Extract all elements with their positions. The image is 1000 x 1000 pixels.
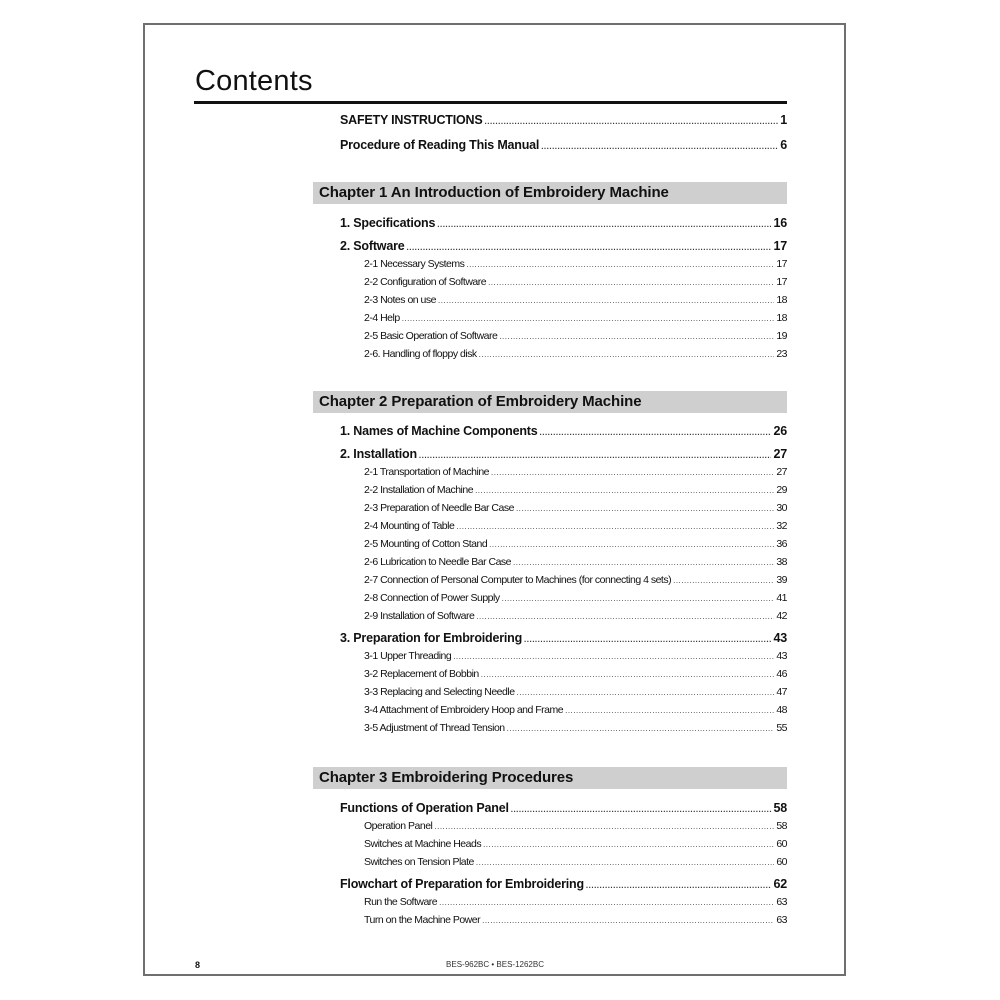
- toc-entry[interactable]: [364, 574, 787, 586]
- toc-entry[interactable]: [340, 447, 787, 461]
- toc-entry-label: Functions of Operation Panel: [340, 801, 509, 815]
- toc-entry-label: 1. Specifications: [340, 216, 436, 230]
- leader-dots: [541, 142, 778, 151]
- toc-entry-page: 63: [776, 914, 787, 926]
- toc-entry-label: Operation Panel: [364, 820, 433, 832]
- document-page: [143, 23, 846, 976]
- toc-entry[interactable]: [364, 650, 787, 662]
- toc-entry-label: 2-2 Configuration of Software: [364, 276, 487, 288]
- leader-dots: [586, 881, 772, 890]
- leader-dots: [434, 822, 774, 831]
- toc-entry-page: 18: [776, 312, 787, 324]
- toc-entry-page: 27: [773, 447, 787, 461]
- toc-entry-page: 6: [780, 138, 787, 152]
- footer-model-name: BES-962BC • BES-1262BC: [446, 960, 544, 969]
- toc-entry-page: 60: [776, 856, 787, 868]
- leader-dots: [466, 260, 774, 269]
- toc-entry-label: 3-5 Adjustment of Thread Tension: [364, 722, 505, 734]
- leader-dots: [482, 916, 774, 925]
- toc-entry[interactable]: [364, 484, 787, 496]
- toc-entry-page: 30: [776, 502, 787, 514]
- toc-entry[interactable]: [364, 686, 787, 698]
- toc-entry-page: 48: [776, 704, 787, 716]
- leader-dots: [402, 314, 775, 323]
- toc-entry-label: 2-6 Lubrication to Needle Bar Case: [364, 556, 512, 568]
- toc-entry-page: 46: [776, 668, 787, 680]
- leader-dots: [511, 805, 772, 814]
- toc-entry-label: SAFETY INSTRUCTIONS: [340, 113, 483, 127]
- toc-entry-page: 39: [776, 574, 787, 586]
- leader-dots: [481, 670, 775, 679]
- leader-dots: [419, 451, 772, 460]
- leader-dots: [507, 724, 775, 733]
- page-title: Contents: [195, 65, 313, 97]
- leader-dots: [673, 576, 774, 585]
- leader-dots: [438, 296, 774, 305]
- toc-entry[interactable]: [364, 312, 787, 324]
- toc-entry-page: 58: [773, 801, 787, 815]
- toc-entry[interactable]: [340, 877, 787, 891]
- leader-dots: [479, 350, 775, 359]
- toc-entry-page: 27: [776, 466, 787, 478]
- toc-entry-page: 26: [773, 424, 787, 438]
- toc-entry-label: 2-1 Necessary Systems: [364, 258, 465, 270]
- title-rule: [194, 101, 787, 104]
- toc-entry[interactable]: [364, 820, 787, 832]
- toc-entry-page: 43: [773, 631, 787, 645]
- toc-entry-label: 2-8 Connection of Power Supply: [364, 592, 500, 604]
- toc-entry-label: 3-1 Upper Threading: [364, 650, 452, 662]
- toc-entry-label: 2. Installation: [340, 447, 417, 461]
- toc-entry-label: 2-4 Help: [364, 312, 400, 324]
- leader-dots: [516, 504, 774, 513]
- toc-entry-label: Switches on Tension Plate: [364, 856, 474, 868]
- toc-entry[interactable]: [364, 592, 787, 604]
- toc-entry[interactable]: [364, 914, 787, 926]
- toc-entry-label: 2-3 Notes on use: [364, 294, 436, 306]
- toc-entry[interactable]: [364, 502, 787, 514]
- toc-entry-page: 36: [776, 538, 787, 550]
- chapter-3-heading[interactable]: Chapter 3 Embroidering Procedures: [313, 767, 787, 789]
- leader-dots: [489, 540, 774, 549]
- toc-entry-page: 47: [776, 686, 787, 698]
- toc-entry-label: 2-1 Transportation of Machine: [364, 466, 489, 478]
- toc-entry-page: 38: [776, 556, 787, 568]
- footer-page-number: 8: [195, 960, 201, 970]
- toc-entry[interactable]: [364, 704, 787, 716]
- leader-dots: [488, 278, 774, 287]
- toc-entry-label: 2-9 Installation of Software: [364, 610, 475, 622]
- toc-entry-page: 63: [776, 896, 787, 908]
- toc-entry-label: 3-4 Attachment of Embroidery Hoop and Frame: [364, 704, 564, 716]
- toc-entry-label: 3. Preparation for Embroidering: [340, 631, 523, 645]
- toc-entry-label: Turn on the Machine Power: [364, 914, 481, 926]
- toc-entry-page: 17: [776, 276, 787, 288]
- toc-entry-page: 17: [773, 239, 787, 253]
- leader-dots: [475, 486, 774, 495]
- leader-dots: [499, 332, 774, 341]
- toc-entry-page: 60: [776, 838, 787, 850]
- toc-entry-page: 29: [776, 484, 787, 496]
- toc-entry[interactable]: [364, 276, 787, 288]
- leader-dots: [456, 522, 774, 531]
- toc-entry[interactable]: [364, 330, 787, 342]
- toc-entry[interactable]: [364, 466, 787, 478]
- toc-entry-label: 2-3 Preparation of Needle Bar Case: [364, 502, 514, 514]
- chapter-1-heading[interactable]: Chapter 1 An Introduction of Embroidery Machine: [313, 182, 787, 204]
- leader-dots: [565, 706, 774, 715]
- toc-entry[interactable]: [364, 556, 787, 568]
- leader-dots: [540, 428, 772, 437]
- toc-entry[interactable]: [340, 239, 787, 253]
- leader-dots: [437, 220, 771, 229]
- toc-entry-page: 42: [776, 610, 787, 622]
- toc-entry-label: 2-2 Installation of Machine: [364, 484, 474, 496]
- toc-entry[interactable]: [340, 801, 787, 815]
- toc-entry-label: 2-4 Mounting of Table: [364, 520, 455, 532]
- toc-entry[interactable]: [364, 294, 787, 306]
- toc-entry-label: Procedure of Reading This Manual: [340, 138, 540, 152]
- toc-entry[interactable]: [340, 216, 787, 230]
- toc-entry-page: 43: [776, 650, 787, 662]
- toc-entry-page: 32: [776, 520, 787, 532]
- toc-entry-page: 1: [780, 113, 787, 127]
- toc-entry[interactable]: [364, 610, 787, 622]
- toc-entry-safety-instructions[interactable]: [340, 113, 787, 127]
- toc-entry-page: 18: [776, 294, 787, 306]
- toc-entry-label: 3-3 Replacing and Selecting Needle: [364, 686, 515, 698]
- toc-entry[interactable]: [364, 668, 787, 680]
- toc-entry[interactable]: [364, 538, 787, 550]
- toc-entry-label: 1. Names of Machine Components: [340, 424, 538, 438]
- toc-entry-label: Switches at Machine Heads: [364, 838, 482, 850]
- toc-entry-procedure-of-reading[interactable]: [340, 138, 787, 152]
- toc-entry-label: 3-2 Replacement of Bobbin: [364, 668, 479, 680]
- leader-dots: [491, 468, 774, 477]
- toc-entry[interactable]: [364, 722, 787, 734]
- toc-entry-label: 2. Software: [340, 239, 405, 253]
- toc-entry-page: 16: [773, 216, 787, 230]
- toc-entry-label: 2-5 Mounting of Cotton Stand: [364, 538, 488, 550]
- toc-entry[interactable]: [364, 348, 787, 360]
- toc-entry-label: Flowchart of Preparation for Embroidering: [340, 877, 584, 891]
- leader-dots: [502, 594, 775, 603]
- leader-dots: [485, 117, 779, 126]
- leader-dots: [476, 612, 774, 621]
- toc-entry-page: 55: [776, 722, 787, 734]
- toc-entry[interactable]: [364, 258, 787, 270]
- toc-entry-page: 17: [776, 258, 787, 270]
- toc-entry[interactable]: [340, 631, 787, 645]
- toc-entry[interactable]: [364, 838, 787, 850]
- toc-entry-label: 2-5 Basic Operation of Software: [364, 330, 498, 342]
- leader-dots: [513, 558, 774, 567]
- toc-entry-page: 58: [776, 820, 787, 832]
- toc-entry[interactable]: [364, 520, 787, 532]
- leader-dots: [483, 840, 774, 849]
- toc-entry[interactable]: [364, 896, 787, 908]
- leader-dots: [439, 898, 774, 907]
- toc-entry-page: 62: [773, 877, 787, 891]
- leader-dots: [524, 635, 771, 644]
- toc-entry[interactable]: [364, 856, 787, 868]
- chapter-2-heading[interactable]: Chapter 2 Preparation of Embroidery Machine: [313, 391, 787, 413]
- leader-dots: [517, 688, 775, 697]
- leader-dots: [453, 652, 774, 661]
- toc-entry-page: 19: [776, 330, 787, 342]
- toc-entry-label: 2-7 Connection of Personal Computer to Machines (for connecting 4 sets): [364, 574, 672, 586]
- toc-entry-page: 23: [776, 348, 787, 360]
- leader-dots: [476, 858, 774, 867]
- toc-entry-page: 41: [776, 592, 787, 604]
- toc-entry-label: Run the Software: [364, 896, 438, 908]
- leader-dots: [407, 243, 772, 252]
- toc-entry-label: 2-6. Handling of floppy disk: [364, 348, 477, 360]
- toc-entry[interactable]: [340, 424, 787, 438]
